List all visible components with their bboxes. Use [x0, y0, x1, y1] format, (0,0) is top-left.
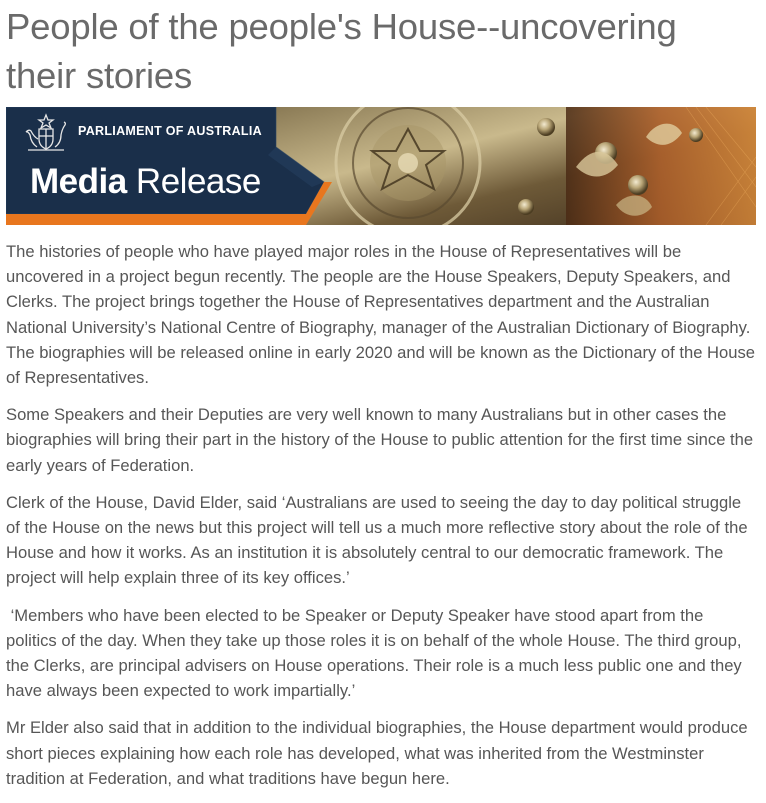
media-release-bold: Media	[30, 162, 127, 201]
article-paragraph: Clerk of the House, David Elder, said ‘Australians are used to seeing the day to day political struggle of the House on the news but this project will tell us a much more reflective story about the role of the House and how it works. As an institution it is absolutely central to our democratic framework. The project will help explain three of its key offices.’	[6, 492, 748, 588]
article-body	[6, 239, 758, 803]
media-release-regular: Release	[126, 162, 261, 201]
article-paragraph: Mr Elder also said that in addition to the individual biographies, the House department would produce short pieces explaining how each role has developed, what was inherited from the Westminster tradition at Federation, and what traditions have begun here.	[6, 718, 748, 788]
media-release-heading	[30, 162, 261, 202]
article-paragraph: ‘Members who have been elected to be Speaker or Deputy Speaker have stood apart from the politics of the day. When they take up those roles it is on behalf of the whole House. The third group, the Clerks, are principal advisers on House operations. Their role is a much less public one and they have always been expected to work impartially.’	[6, 605, 747, 701]
article-paragraph: Some Speakers and their Deputies are very well known to many Australians but in other cases the biographies will bring their part in the history of the House to public attention for the first time since the early years of Federation.	[6, 405, 754, 475]
media-release-banner	[6, 107, 756, 225]
page-title: People of the people's House--uncovering their stories	[6, 6, 677, 96]
coat-of-arms-icon	[22, 113, 70, 153]
parliament-label: PARLIAMENT OF AUSTRALIA	[78, 124, 262, 138]
article-paragraph: The histories of people who have played major roles in the House of Representatives will be uncovered in a project begun recently. The people are the House Speakers, Deputy Speakers, and Clerks. The project brings together the House of Representatives department and the Australian National University’s National Centre of Biography, manager of the Australian Dictionary of Biography. The biographies will be released online in early 2020 and will be known as the Dictionary of the House of Representatives.	[6, 242, 756, 388]
